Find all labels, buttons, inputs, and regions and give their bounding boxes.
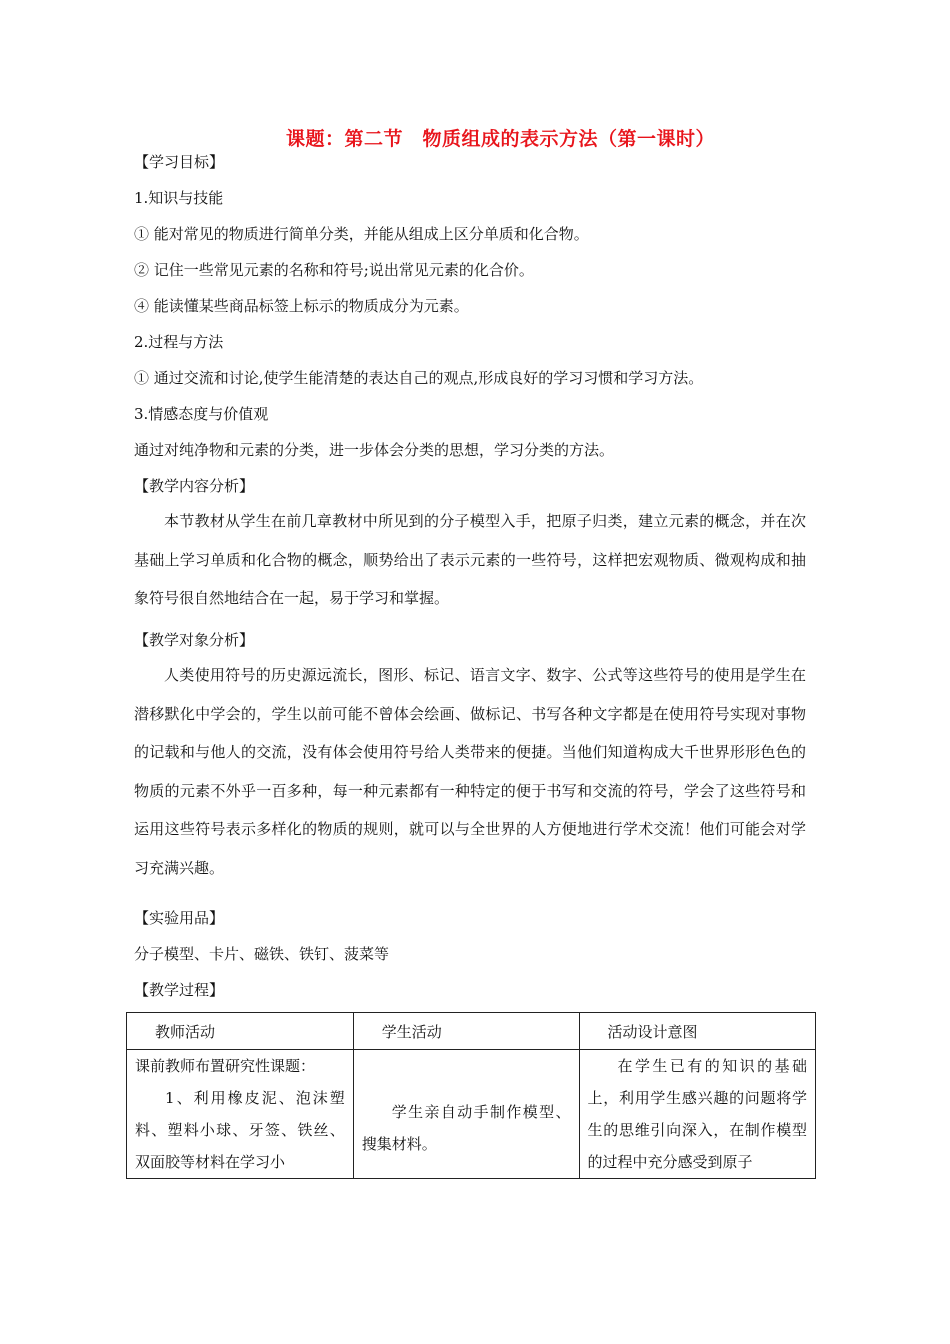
teacher-activity-intro: 课前教师布置研究性课题： bbox=[135, 1057, 316, 1075]
teacher-activity-cell bbox=[127, 1050, 354, 1179]
student-activity-text: 学生亲自动手制作模型、搜集材料。 bbox=[361, 1103, 571, 1153]
materials-text: 分子模型、卡片、磁铁、铁钉、菠菜等 bbox=[134, 945, 390, 963]
column-header-student: 学生活动 bbox=[353, 1013, 579, 1050]
objectives-heading: 【学习目标】 bbox=[134, 153, 225, 171]
design-intent-text: 在学生已有的知识的基础上，利用学生感兴趣的问题将学生的思维引向深入，在制作模型的过程中充分感受到原子 bbox=[587, 1057, 807, 1171]
objective-section-3-title: 3.情感态度与价值观 bbox=[134, 405, 269, 423]
design-intent-cell bbox=[579, 1050, 815, 1179]
content-analysis-heading: 【教学内容分析】 bbox=[134, 477, 255, 495]
teacher-activity-task-1: 1、利用橡皮泥、泡沫塑料、塑料小球、牙签、铁丝、双面胶等材料在学习小 bbox=[135, 1089, 345, 1171]
page-title: 课题：第二节 物质组成的表示方法（第一课时） bbox=[286, 128, 716, 150]
teaching-process-table bbox=[126, 1012, 816, 1179]
objective-item-4: ④ 能读懂某些商品标签上标示的物质成分为元素。 bbox=[134, 297, 469, 315]
objective-item-1: ① 能对常见的物质进行简单分类，并能从组成上区分单质和化合物。 bbox=[134, 225, 589, 243]
objective-method-item-1: ① 通过交流和讨论,使学生能清楚的表达自己的观点,形成良好的学习习惯和学习方法。 bbox=[134, 369, 704, 387]
object-analysis-text: 人类使用符号的历史源远流长，图形、标记、语言文字、数字、公式等这些符号的使用是学生在潜移默化中学会的，学生以前可能不曾体会绘画、做标记、书写各种文字都是在使用符号实现对事物的记载和与他人的交流，没有体会使用符号给人类带来的便捷。当他们知道构成大千世界形形色色的物质的元素不外乎一百多种，每一种元素都有一种特定的便于书写和交流的符号，学会了这些符号和运用这些符号表示多样化的物质的规则，就可以与全世界的人方便地进行学术交流！他们可能会对学习充满兴趣。 bbox=[134, 666, 806, 877]
objective-attitude-text: 通过对纯净物和元素的分类，进一步体会分类的思想，学习分类的方法。 bbox=[134, 441, 615, 459]
student-activity-cell bbox=[353, 1050, 579, 1179]
object-analysis-heading: 【教学对象分析】 bbox=[134, 631, 255, 649]
content-analysis-text: 本节教材从学生在前几章教材中所见到的分子模型入手，把原子归类，建立元素的概念，并在次基础上学习单质和化合物的概念，顺势给出了表示元素的一些符号，这样把宏观物质、微观构成和抽象符号很自然地结合在一起，易于学习和掌握。 bbox=[134, 512, 806, 607]
materials-heading: 【实验用品】 bbox=[134, 909, 225, 927]
column-header-intent: 活动设计意图 bbox=[579, 1013, 815, 1050]
objective-item-2: ② 记住一些常见元素的名称和符号;说出常见元素的化合价。 bbox=[134, 261, 534, 279]
objective-section-2-title: 2.过程与方法 bbox=[134, 333, 224, 351]
table-row bbox=[127, 1050, 816, 1179]
column-header-teacher: 教师活动 bbox=[127, 1013, 354, 1050]
objective-section-1-title: 1.知识与技能 bbox=[134, 189, 224, 207]
table-header-row bbox=[127, 1013, 816, 1050]
process-heading: 【教学过程】 bbox=[134, 981, 225, 999]
